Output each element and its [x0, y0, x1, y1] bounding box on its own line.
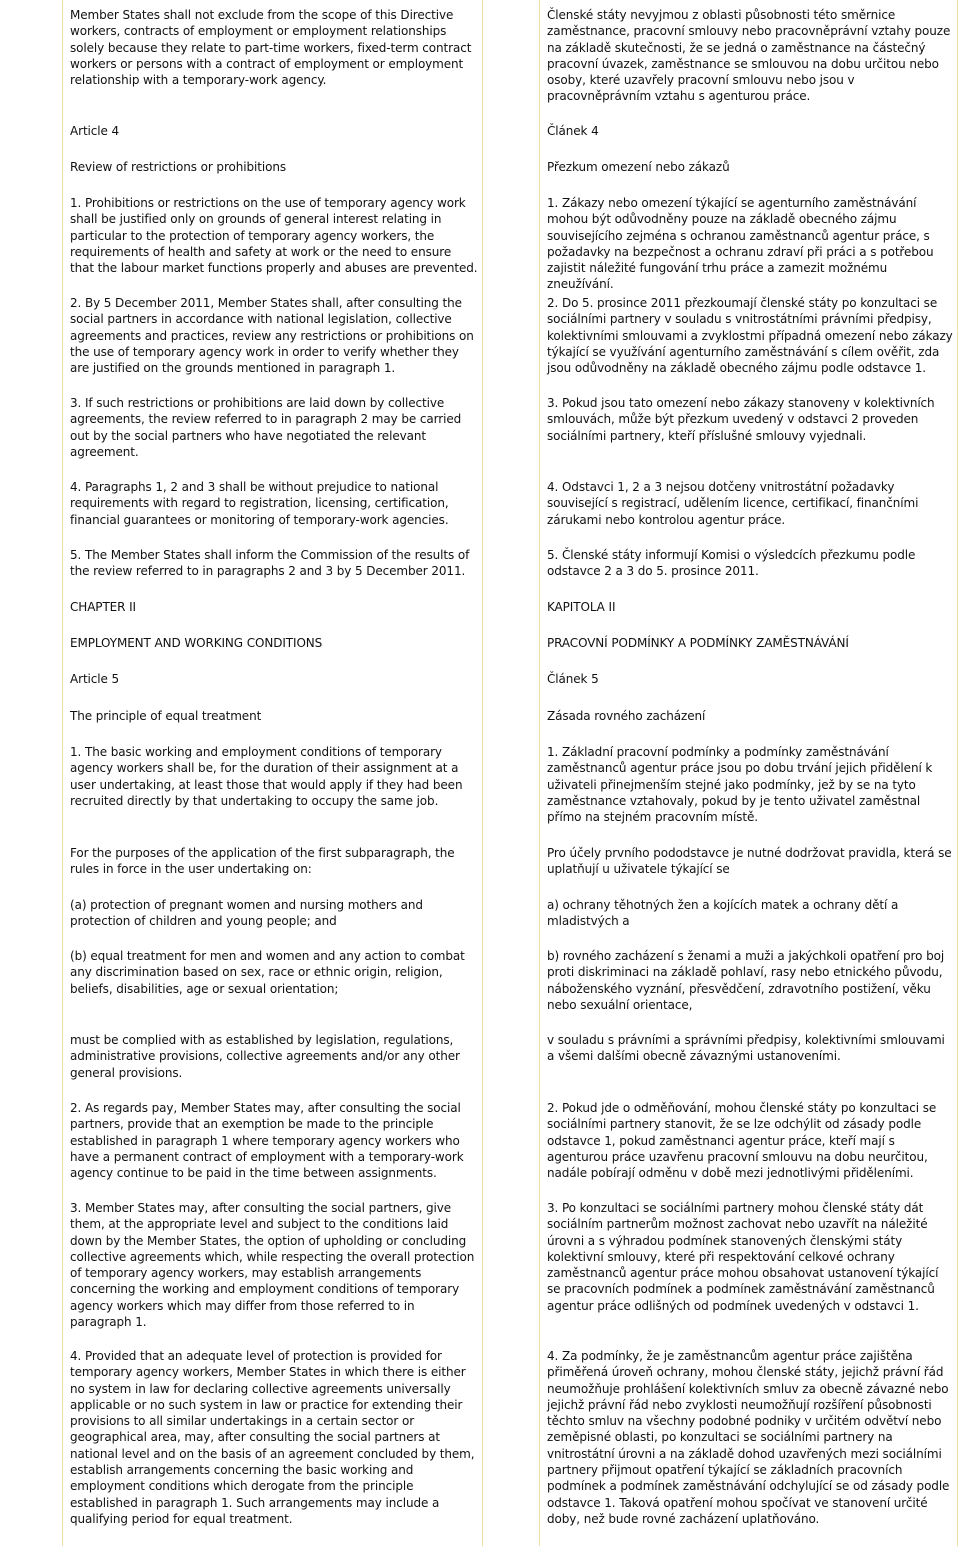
column-rule-middle-right	[539, 0, 540, 1546]
czech-text: v souladu s právními a správními předpisy, kolektivními smlouvami a všemi dalšími obecně závaznými ustanoveními.	[547, 1033, 945, 1064]
column-rule-right	[957, 0, 958, 1546]
english-text: 2. As regards pay, Member States may, after consulting the social partners, provide that an exemption be made to the principle established in paragraph 1 where temporary agency workers who have a permanent contract of employment with a temporary-work agency continue to be paid in the time between assignments.	[70, 1101, 464, 1181]
english-text: must be complied with as established by legislation, regulations, administrative provisions, collective agreements and/or any other general provisions.	[70, 1033, 460, 1080]
czech-text: 3. Pokud jsou tato omezení nebo zákazy stanoveny v kolektivních smlouvách, může být přezkum uvedený v odstavci 2 proveden sociálními partnery, kteří příslušné smlouvy vyjednali.	[547, 396, 935, 443]
czech-text: 5. Členské státy informují Komisi o výsledcích přezkumu podle odstavce 2 a 3 do 5. prosince 2011.	[547, 548, 916, 579]
column-rule-middle-left	[482, 0, 483, 1546]
english-text: (b) equal treatment for men and women and any action to combat any discrimination based on sex, race or ethnic origin, religion, beliefs, disabilities, age or sexual orientation;	[70, 949, 465, 996]
czech-text: Zásada rovného zacházení	[547, 709, 706, 723]
english-text: (a) protection of pregnant women and nursing mothers and protection of children and young people; and	[70, 898, 423, 929]
czech-text: 4. Odstavci 1, 2 a 3 nejsou dotčeny vnitrostátní požadavky související s registrací, udělením licence, certifikací, finančními zárukami nebo kontrolou agentur práce.	[547, 480, 919, 527]
czech-text: b) rovného zacházení s ženami a muži a jakýchkoli opatření pro boj proti diskriminaci na základě pohlaví, rasy nebo etnického původu, náboženského vyznání, přesvědčení, zdravotního postižení, věku nebo sexuální orientace,	[547, 949, 945, 1012]
english-text: 2. By 5 December 2011, Member States shall, after consulting the social partners in accordance with national legislation, collective agreements and practices, review any restrictions or prohibitions on the use of temporary agency work in order to verify whether they are justified on the grounds mentioned in paragraph 1.	[70, 296, 474, 376]
czech-text: Článek 5	[547, 672, 599, 686]
english-text: 4. Provided that an adequate level of protection is provided for temporary agency workers, Member States in which there is either no system in law for declaring collective agreements universally applicable or no such system in law or practice for extending their provisions to all similar undertakings in a certain sector or geographical area, may, after consulting the social partners at national level and on the basis of an agreement concluded by them, establish arrangements concerning the basic working and employment conditions which derogate from the principle established in paragraph 1. Such arrangements may include a qualifying period for equal treatment.	[70, 1349, 475, 1526]
czech-text: 2. Do 5. prosince 2011 přezkoumají členské státy po konzultaci se sociálními partnery v souladu s vnitrostátními právními předpisy, kolektivními smlouvami a zvyklostmi případná omezení nebo zákazy týkající se využívání agenturního zaměstnávání s cílem ověřit, zda jsou odůvodněny na základě obecného zájmu podle odstavce 1.	[547, 296, 953, 376]
english-text: EMPLOYMENT AND WORKING CONDITIONS	[70, 636, 323, 650]
czech-text: Pro účely prvního pododstavce je nutné dodržovat pravidla, která se uplatňují u uživatele týkající se	[547, 846, 952, 877]
english-text: 4. Paragraphs 1, 2 and 3 shall be without prejudice to national requirements with regard to registration, licensing, certification, financial guarantees or monitoring of temporary-work agencies.	[70, 480, 449, 527]
english-text: The principle of equal treatment	[70, 709, 262, 723]
czech-text: 4. Za podmínky, že je zaměstnancům agentur práce zajištěna přiměřená úroveň ochrany, mohou členské státy, jejichž právní řád neumožňuje prohlášení kolektivních smluv za obecně závazné nebo jejichž právní řád nebo zvyklosti neumožňují rozšíření působnosti těchto smluv na všechny podobné podniky v určitém odvětví nebo zeměpisné oblasti, po konzultaci se sociálními partnery na vnitrostátní úrovni a na základě dohod uzavřených mezi sociálními partnery přijmout opatření týkající se základních pracovních podmínek a podmínek zaměstnávání odchylující se od zásady podle odstavce 1. Taková opatření mohou spočívat ve stanovení určité doby, než bude rovné zacházení uplatňováno.	[547, 1349, 950, 1526]
czech-text: a) ochrany těhotných žen a kojících matek a ochrany dětí a mladistvých a	[547, 898, 899, 929]
english-text: Article 4	[70, 124, 120, 138]
czech-text: Článek 4	[547, 124, 599, 138]
czech-text: Členské státy nevyjmou z oblasti působnosti této směrnice zaměstnance, pracovní smlouvy nebo pracovněprávní vztahy pouze na základě skutečnosti, že se jedná o zaměstnance na částečný pracovní úvazek, zaměstnance se smlouvou na dobu určitou nebo osoby, které uzavřely pracovní smlouvu nebo jsou v pracovněprávním vztahu s agenturou práce.	[547, 8, 951, 104]
english-text: 5. The Member States shall inform the Commission of the results of the review referred to in paragraphs 2 and 3 by 5 December 2011.	[70, 548, 470, 579]
czech-text: 2. Pokud jde o odměňování, mohou členské státy po konzultaci se sociálními partnery stanovit, že se lze odchýlit od zásady podle odstavce 1, pokud zaměstnanci agentur práce, kteří mají s agenturou práce uzavřenu pracovní smlouvu na dobu neurčitou, nadále pobírají odměnu v době mezi jednotlivými přiděleními.	[547, 1101, 937, 1181]
english-text: 1. Prohibitions or restrictions on the use of temporary agency work shall be justified only on grounds of general interest relating in particular to the protection of temporary agency workers, the requirements of health and safety at work or the need to ensure that the labour market functions properly and abuses are prevented.	[70, 196, 478, 276]
czech-text: PRACOVNÍ PODMÍNKY A PODMÍNKY ZAMĚSTNÁVÁNÍ	[547, 636, 849, 650]
english-text: CHAPTER II	[70, 600, 136, 614]
czech-text: 3. Po konzultaci se sociálními partnery mohou členské státy dát sociálním partnerům možnost zachovat nebo uzavřít na náležité úrovni a s výhradou podmínek stanovených členskými státy kolektivní smlouvy, které při respektování celkové ochrany zaměstnanců agentur práce mohou obsahovat ustanovení týkající se pracovních podmínek a podmínek zaměstnávání zaměstnanců agentur práce odlišných od podmínek uvedených v odstavci 1.	[547, 1201, 939, 1313]
czech-text: 1. Základní pracovní podmínky a podmínky zaměstnávání zaměstnanců agentur práce jsou po dobu trvání jejich přidělení k uživateli přinejmenším stejné jako podmínky, jež by se na tyto zaměstnance vztahovaly, pokud by je tento uživatel zaměstnal přímo na stejném pracovním místě.	[547, 745, 933, 825]
english-text: 3. If such restrictions or prohibitions are laid down by collective agreements, the review referred to in paragraph 2 may be carried out by the social partners who have negotiated the relevant agreement.	[70, 396, 462, 459]
english-text: For the purposes of the application of the first subparagraph, the rules in force in the user undertaking on:	[70, 846, 455, 877]
czech-text: KAPITOLA II	[547, 600, 616, 614]
column-rule-left	[62, 0, 63, 1546]
english-text: Member States shall not exclude from the scope of this Directive workers, contracts of employment or employment relationships solely because they relate to part-time workers, fixed-term contract workers or persons with a contract of employment or employment relationship with a temporary-work agency.	[70, 8, 472, 88]
english-text: 1. The basic working and employment conditions of temporary agency workers shall be, for the duration of their assignment at a user undertaking, at least those that would apply if they had been recruited directly by that undertaking to occupy the same job.	[70, 745, 463, 808]
czech-text: Přezkum omezení nebo zákazů	[547, 160, 730, 174]
czech-text: 1. Zákazy nebo omezení týkající se agenturního zaměstnávání mohou být odůvodněny pouze na základě obecného zájmu souvisejícího zejména s ochranou zaměstnanců agentur práce, s požadavky na bezpečnost a ochranu zdraví při práci a s potřebou zajistit náležité fungování trhu práce a zamezit možnému zneužívání.	[547, 196, 934, 292]
english-text: 3. Member States may, after consulting the social partners, give them, at the appropriate level and subject to the conditions laid down by the Member States, the option of upholding or concluding collective agreements which, while respecting the overall protection of temporary agency workers, may establish arrangements concerning the working and employment conditions of temporary agency workers which may differ from those referred to in paragraph 1.	[70, 1201, 475, 1330]
english-text: Article 5	[70, 672, 120, 686]
english-text: Review of restrictions or prohibitions	[70, 160, 286, 174]
